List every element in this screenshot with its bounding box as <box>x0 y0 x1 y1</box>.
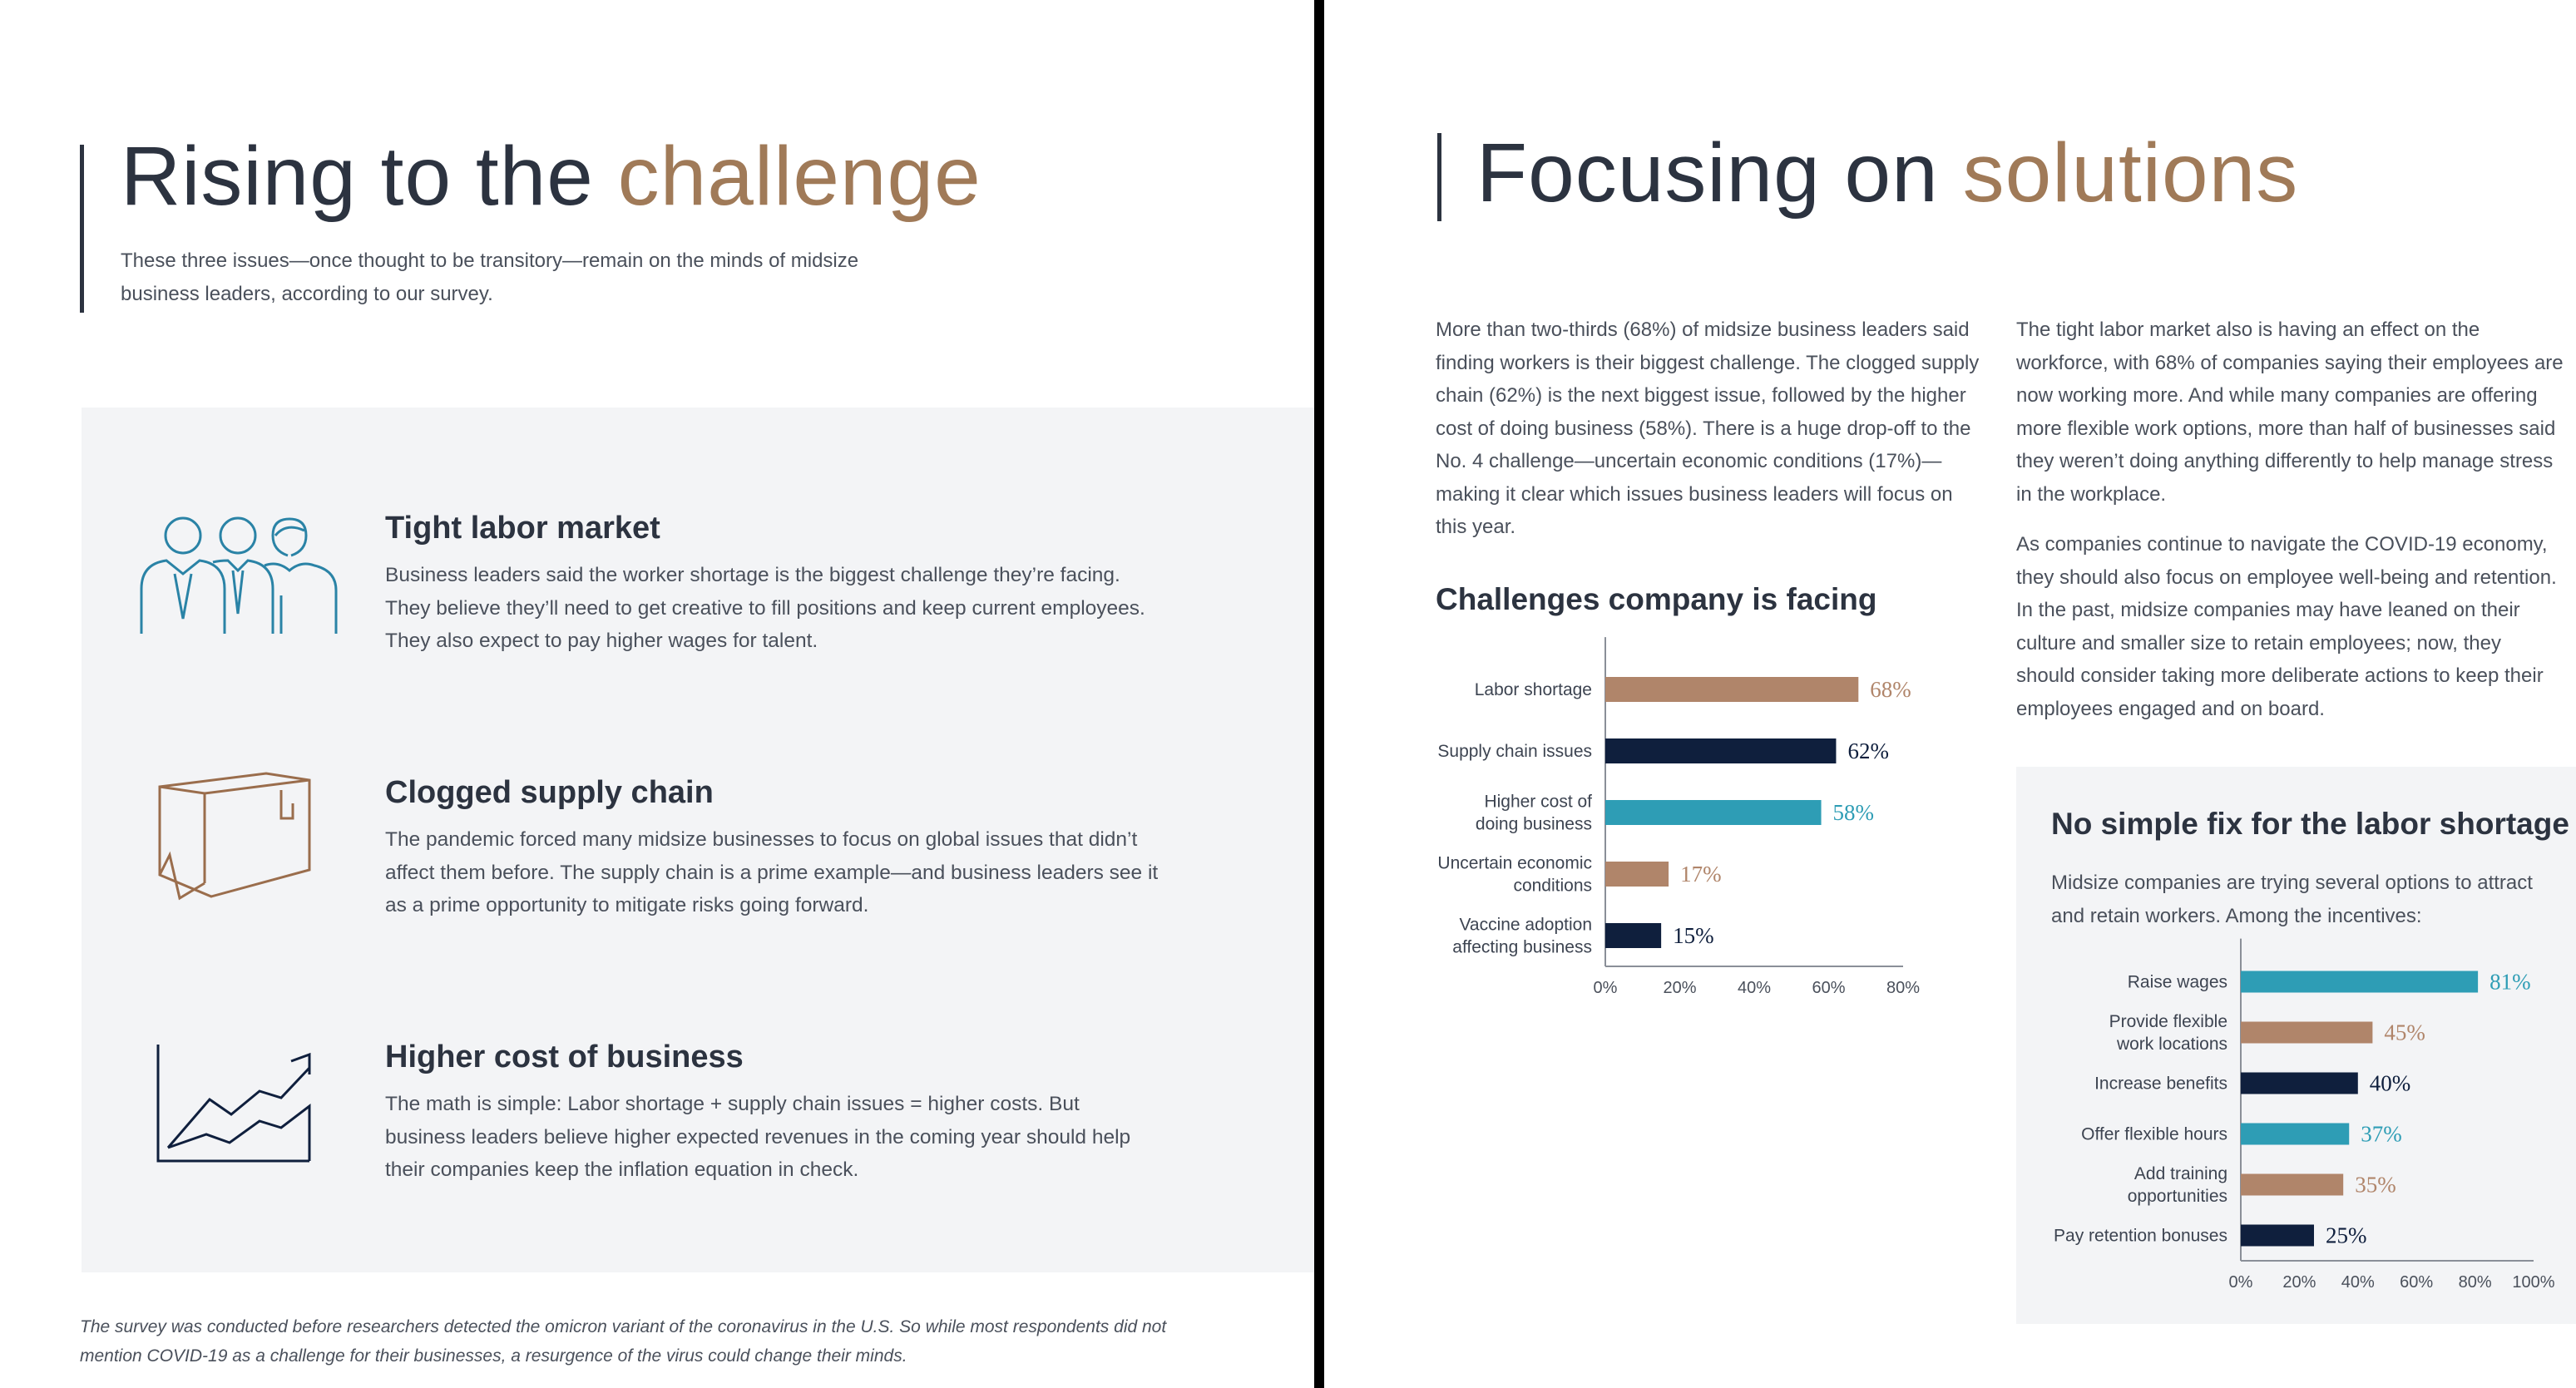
title-rule <box>1437 133 1441 221</box>
category-label: Offer flexible hours <box>2081 1124 2227 1144</box>
incentives-bar-chart <box>2016 948 2576 1292</box>
x-tick-label: 0% <box>2228 1273 2253 1292</box>
issue-text: The pandemic forced many midsize businesses to focus on global issues that didn’t affect them before. The supply chain is a prime example—and business leaders see it as a prime opportunity to mitigate risks going forward. <box>385 828 1159 916</box>
bar-value-label: 62% <box>1847 738 1889 763</box>
bar <box>2241 1225 2314 1247</box>
issue-heading: Tight labor market <box>385 511 660 546</box>
bar-value-label: 58% <box>1832 800 1875 825</box>
trend-up-icon <box>156 1043 323 1168</box>
category-label: Vaccine adoption <box>1459 915 1592 935</box>
page-title-accent: solutions <box>1962 126 2299 220</box>
x-tick-label: 60% <box>1812 979 1846 997</box>
bar-value-label: 45% <box>2384 1020 2425 1045</box>
issues-panel <box>82 408 1314 1272</box>
category-label: doing business <box>1475 814 1592 834</box>
bar <box>2241 971 2478 993</box>
x-tick-label: 80% <box>2458 1273 2492 1292</box>
category-label: Supply chain issues <box>1437 742 1592 761</box>
page-lede: These three issues—once thought to be transitory—remain on the minds of midsize business leaders, according to our survey. <box>121 249 859 305</box>
issue-heading: Higher cost of business <box>385 1040 744 1074</box>
category-label: Labor shortage <box>1474 680 1592 699</box>
x-tick-label: 40% <box>1737 979 1772 997</box>
page-title <box>121 130 981 223</box>
x-tick-label: 20% <box>2282 1273 2316 1292</box>
x-tick-label: 80% <box>1886 979 1921 997</box>
page-title-main: Focusing on <box>1476 126 1963 220</box>
bar-value-label: 25% <box>2326 1223 2367 1248</box>
page-title-accent: challenge <box>617 130 981 223</box>
category-label: conditions <box>1513 876 1592 896</box>
page-title-main: Rising to the <box>121 130 618 223</box>
bar <box>1605 738 1836 763</box>
bar <box>2241 1124 2349 1145</box>
category-label: Higher cost of <box>1484 792 1592 812</box>
category-label: Add training <box>2133 1164 2227 1183</box>
bar <box>1605 800 1822 825</box>
body-column-1: More than two-thirds (68%) of midsize business leaders said finding workers is their biggest challenge. The clogged supply chain (62%) is the next biggest issue, followed by the higher cost of doing business (58%). There is a huge drop-off to the No. 4 challenge—uncertain economic conditions (17%)—making it clear which issues business leaders will focus on this year. <box>1436 319 1980 538</box>
bar <box>2241 1174 2343 1196</box>
bar-value-label: 81% <box>2489 969 2531 995</box>
x-tick-label: 100% <box>2512 1273 2555 1292</box>
challenges-bar-chart <box>1324 649 1921 998</box>
x-tick-label: 20% <box>1663 979 1697 997</box>
category-label: Pay retention bonuses <box>2054 1226 2227 1246</box>
category-label: Provide flexible <box>2109 1012 2227 1031</box>
bar <box>1605 923 1661 948</box>
panel-text: Midsize companies are trying several options to attract and retain workers. Among the incentives: <box>2051 872 2533 927</box>
bar <box>2241 1073 2358 1094</box>
bar-value-label: 17% <box>1680 862 1722 887</box>
x-tick-label: 40% <box>2341 1273 2375 1292</box>
page-title <box>1476 126 2299 220</box>
bar-value-label: 15% <box>1673 923 1714 948</box>
bar-value-label: 68% <box>1870 677 1911 702</box>
people-icon <box>140 516 339 640</box>
category-label: Raise wages <box>2127 972 2227 992</box>
footnote: The survey was conducted before researchers detected the omicron variant of the coronavirus in the U.S. So while most respondents did not mention COVID-19 as a challenge for their businesses, a resurgence of the virus could change their minds. <box>80 1317 1167 1366</box>
bar-value-label: 40% <box>2369 1070 2411 1096</box>
issue-heading: Clogged supply chain <box>385 775 714 810</box>
issue-text: Business leaders said the worker shortage is the biggest challenge they’re facing. They believe they’ll need to get creative to fill positions and keep current employees. They also expect to pay higher wages for talent. <box>385 564 1145 652</box>
body-column-2-para-2: As companies continue to navigate the COVID-19 economy, they should also focus on employee well-being and retention. In the past, midsize companies may have leaned on their culture and smaller size to retain employees; now, they should consider taking more deliberate actions to keep their employees engaged and on board. <box>2016 533 2557 720</box>
category-label: affecting business <box>1452 937 1592 957</box>
category-label: opportunities <box>2127 1187 2227 1206</box>
panel-heading: No simple fix for the labor shortage <box>2051 807 2569 841</box>
bar-value-label: 35% <box>2355 1172 2396 1198</box>
x-tick-label: 60% <box>2400 1273 2434 1292</box>
right-page <box>1324 0 2576 1388</box>
x-tick-label: 0% <box>1593 979 1618 997</box>
bar <box>1605 677 1858 702</box>
page-divider <box>1314 0 1324 1388</box>
box-icon <box>156 772 323 905</box>
category-label: Increase benefits <box>2094 1074 2227 1094</box>
bar <box>2241 1022 2372 1044</box>
chart-title: Challenges company is facing <box>1436 582 1877 616</box>
bar-value-label: 37% <box>2361 1121 2402 1147</box>
title-rule <box>80 145 84 313</box>
issue-text: The math is simple: Labor shortage + supply chain issues = higher costs. But business leaders believe higher expected revenues in the coming year should help their companies keep the inflation equation in check. <box>385 1093 1131 1181</box>
body-column-2-para-1: The tight labor market also is having an effect on the workforce, with 68% of companies saying their employees are now working more. And while many companies are offering more flexible work options, more than half of businesses said they weren’t doing anything differently to help manage stress in the workplace. <box>2016 319 2564 506</box>
bar <box>1605 862 1669 887</box>
category-label: Uncertain economic <box>1437 853 1592 873</box>
category-label: work locations <box>2116 1035 2227 1054</box>
